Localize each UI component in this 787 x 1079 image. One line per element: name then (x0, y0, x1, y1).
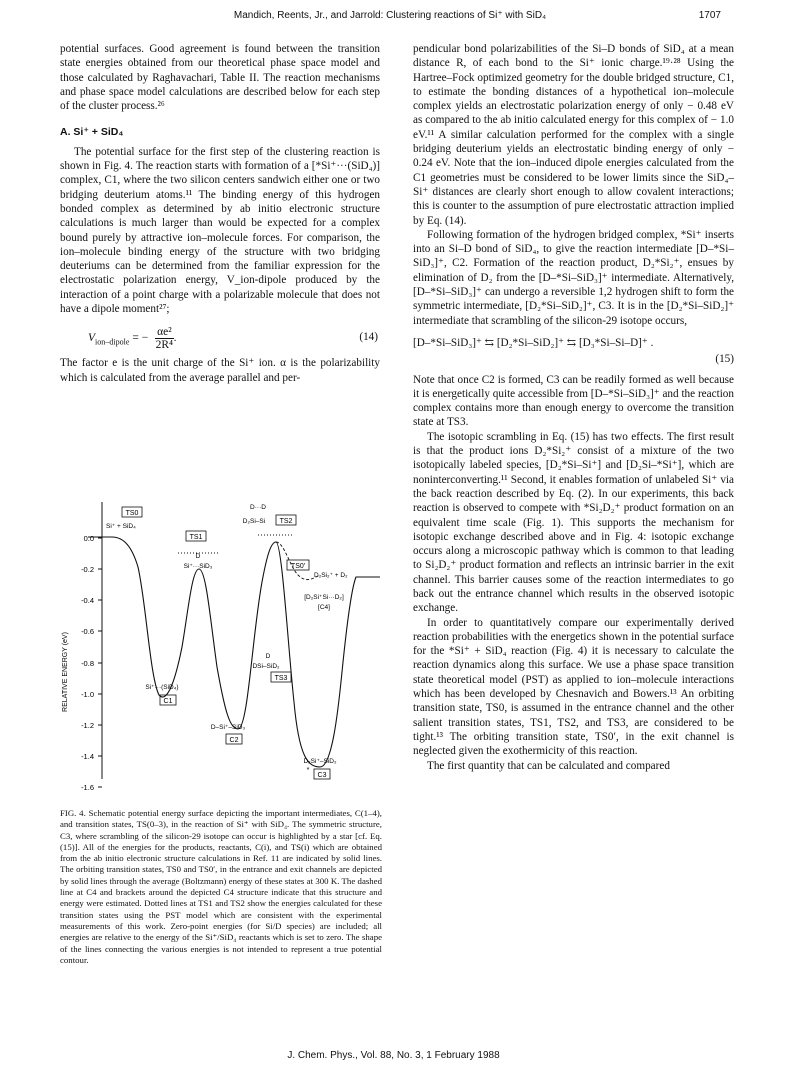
c4-label: [C4] (318, 604, 330, 611)
ts2-species: D₂Si–Si (242, 518, 266, 525)
y-tick-label: -0.4 (81, 596, 94, 605)
paragraph: The potential surface for the first step of the clustering reaction is shown in Fig. 4. The reaction starts with formation of a [*Si⁺···(SiD₄)] complex, C1, where the two silicon centers sandwich either one or two bridging deuterium atoms.¹¹ The binding energy of this hydrogen bonded complex as determined by ab initio electronic structure calculations is much larger than would be expected for a complex bound purely by attractive ion–molecule forces. For comparison, the ion–molecule binding energy of the structure with two bridging deuteriums can be determined from the familiar expression for the electrostatic polarization energy, V_ion-dipole produced by the interaction of a point charge with a polarizable molecule that does not have a dipole moment²⁷; (60, 145, 380, 316)
y-ticks (98, 538, 102, 787)
paragraph: potential surfaces. Good agreement is found between the transition state energies obtained from our theoretical phase space model and those calculated by Raghavachari, Table II. The reaction mechanisms and phase space model calculations are described below for each step of the cluster process.²⁶ (60, 43, 380, 113)
y-tick-label: -0.6 (81, 627, 94, 636)
c2-species: D–Si⁺–SiD₃ (210, 724, 246, 731)
page-number: 1707 (698, 10, 721, 21)
paragraph: Following formation of the hydrogen bridged complex, *Si⁺ inserts into an Si–D bond of SiD₄, to give the reaction intermediate [D–*Si–SiD₃]⁺, C2. Formation of the reaction product, D₂*Si₂⁺, ensues by elimination of D₂ from the [D–*Si–SiD₃]⁺ intermediate. Alternatively, [D–*Si–SiD₃]⁺ can undergo a reversible 1,2 hydrogen shift to form the symmetric intermediate, [D₂*Si–SiD₂]⁺, C3. It is in the [D₂*Si–SiD₂]⁺ intermediate that scrambling of the silicon-29 isotope occurs, (413, 228, 734, 327)
section-heading: A. Si⁺ + SiD₄ (60, 126, 124, 139)
y-tick-label: -0.8 (81, 659, 94, 668)
left-column (60, 42, 380, 385)
equation-14 (60, 322, 380, 350)
y-axis-label: RELATIVE ENERGY (eV) (62, 632, 69, 712)
equation-body: $V_{ion-dipole}$ = − $\frac{\text{αe²}}{\text{2R⁴}}$ . (88, 326, 177, 352)
products-label: D₂Si₂⁺ + D₂ (314, 572, 348, 579)
ts0p-label: TS0′ (290, 563, 306, 570)
ts0-label: TS0 (125, 510, 139, 517)
c1-label: C1 (163, 698, 173, 705)
y-tick-labels (81, 534, 94, 792)
ts1-d: D (195, 553, 201, 560)
right-column (413, 42, 734, 773)
paragraph: The first quantity that can be calculated and compared (427, 759, 670, 772)
y-tick-label: -1.2 (81, 721, 94, 730)
c2-label: C2 (229, 737, 239, 744)
c3-species: D₂Si⁺–SiD₂ (303, 758, 337, 765)
equation-15: [D–*Si–SiD₃]⁺ ⇆ [D₂*Si–SiD₂]⁺ ⇆ [D₃*Si–Si–D]⁺ . (413, 336, 654, 349)
y-tick-label: 0.0 (83, 534, 94, 543)
energy-diagram (58, 497, 385, 794)
paragraph: The isotopic scrambling in Eq. (15) has two effects. The first result is that the product ions D₂*Si₂⁺ consist of a mixture of the two isotopically labeled species, [D₂*Si–Si⁺] and [D₂Si–*Si⁺], which are noninterconverting.¹¹ Second, it enables formation of unlabeled Si⁺ via the back reaction described by Eq. (2). In our experiments, this back reaction is observed to compete with *Si₂D₂⁺ product formation on an equivalent time scale (Fig. 1). This supports the mechanism for isotopic exchange described above and in Fig. 4: isotopic exchange occurs along a microscopic pathway which is common to that leading to Si₂D₂⁺ product formation and reflects an intrinsic barrier in the exit channel. This barrier causes some of the reaction intermediates to go back out the entrance channel which results in the observed isotopic exchange. (413, 430, 734, 615)
star-icon: * (306, 767, 310, 774)
fraction: $\frac{\text{αe²}}{\text{2R⁴}}$ (155, 326, 174, 352)
paragraph: Note that once C2 is formed, C3 can be readily formed as well because it is energetically quite accessible from [D–*Si–SiD₃]⁺ and the reaction complex contains more than enough energy to overcome the transition state at TS3. (413, 373, 734, 429)
c3-label: C3 (317, 772, 327, 779)
figure-caption: FIG. 4. Schematic potential energy surface depicting the important intermediates, C(1–4), and transition states, TS(0–3), in the reaction of Si⁺ with SiD₄. The symmetric structure, C3, where scrambling of the silicon-29 isotope can occur is highlighted by a star [cf. Eq. (15)]. All of the energies for the products, reactants, C(i), and TS(i) which are obtained from the ab initio electronic structure calculations in Ref. 11 are indicated by solid lines. The orbiting transition states, TS0 and TS0′, in the entrance and exit channels are depicted by solid lines through the average (Boltzmann) energy of these states at 300 K. The dashed line at C4 and brackets around the depicted C4 structure indicate that this structure and energy were estimated. Dotted lines at TS1 and TS2 show the energies calculated for these transition states using the PST model which are consistent with the experimental measurements of this work. Zero-point energies (for Si/D species) are included; all energies are relative to the energy of the Si⁺/SiD₄ reactants which is set to zero. The shape of the lines connecting the various energies is not intended to represent a true potential contour. (60, 808, 382, 965)
ts2-label: TS2 (279, 518, 293, 525)
y-tick-label: -0.2 (81, 565, 94, 574)
y-tick-label: -1.4 (81, 752, 94, 761)
ts3-label: TS3 (274, 675, 288, 682)
reactants-label: Si⁺ + SiD₄ (106, 523, 136, 530)
paragraph: pendicular bond polarizabilities of the Si–D bonds of SiD₄ at a mean distance R, of each bond to the Si⁺ ionic charge.¹⁹·²⁸ Using the Hartree–Fock optimized geometry for the double bridged structure, C1, to estimate the bonding distances of a hypothetical ion–molecule complex yields an electrostatic polarization energy of only − 0.48 eV as compared to the ab initio calculated energy for this complex of − 1.0 eV.¹¹ A similar calculation performed for the complex with a single bridging deuterium yields an electrostatic binding energy of only − 0.24 eV. Note that the ion–induced dipole energies calculated from the C1 geometries must be considered to be lower limits since the SiD₄–Si⁺ distances are clearly short enough to allow covalent interactions; this is counter to the assumption of pure electrostatic attraction implied by Eq. (14). (413, 43, 734, 227)
ts2-d: D···D (250, 504, 266, 511)
paragraph: In order to quantitatively compare our experimentally derived reaction probabilities with the energetics shown in the potential surface for the *Si⁺ + SiD₄ reaction (Fig. 4) it is necessary to calculate the reaction dynamics along this surface. We use a phase space transition state theoretical model (PST) as applied to ion–molecule interactions which has been developed by Chesnavich and Bowers.¹³ An orbiting transition state, TS0, is assumed in the entrance channel and the other salient transition states, TS1, TS2, and TS3, are considered to be tight.¹³ The orbiting transition state, TS0′, in the exit channel is neglected given the exothermicity of this reaction. (413, 616, 734, 758)
ts3-species: DSi–SiD₂ (252, 663, 280, 670)
ts3-d: D (265, 653, 271, 660)
ts1-species: Si⁺···SiD₃ (183, 563, 213, 570)
c4-species: [D₂Si⁺Si···D₂] (304, 594, 344, 601)
figure-4 (58, 497, 385, 794)
paragraph: The factor e is the unit charge of the Si⁺ ion. α is the polarizability which is calculated from the average parallel and per- (60, 357, 380, 384)
y-tick-label: -1.0 (81, 690, 94, 699)
journal-footer: J. Chem. Phys., Vol. 88, No. 3, 1 February 1988 (287, 1050, 500, 1061)
y-tick-label: -1.6 (81, 783, 94, 792)
ts1-label: TS1 (189, 534, 203, 541)
running-header (0, 10, 787, 28)
c1-species: Si⁺···(SiD₄) (145, 684, 179, 691)
header-title: Mandich, Reents, Jr., and Jarrold: Clustering reactions of Si⁺ with SiD₄ (233, 10, 547, 21)
equation-number: (14) (359, 331, 378, 344)
equation-number: (15) (715, 353, 734, 366)
